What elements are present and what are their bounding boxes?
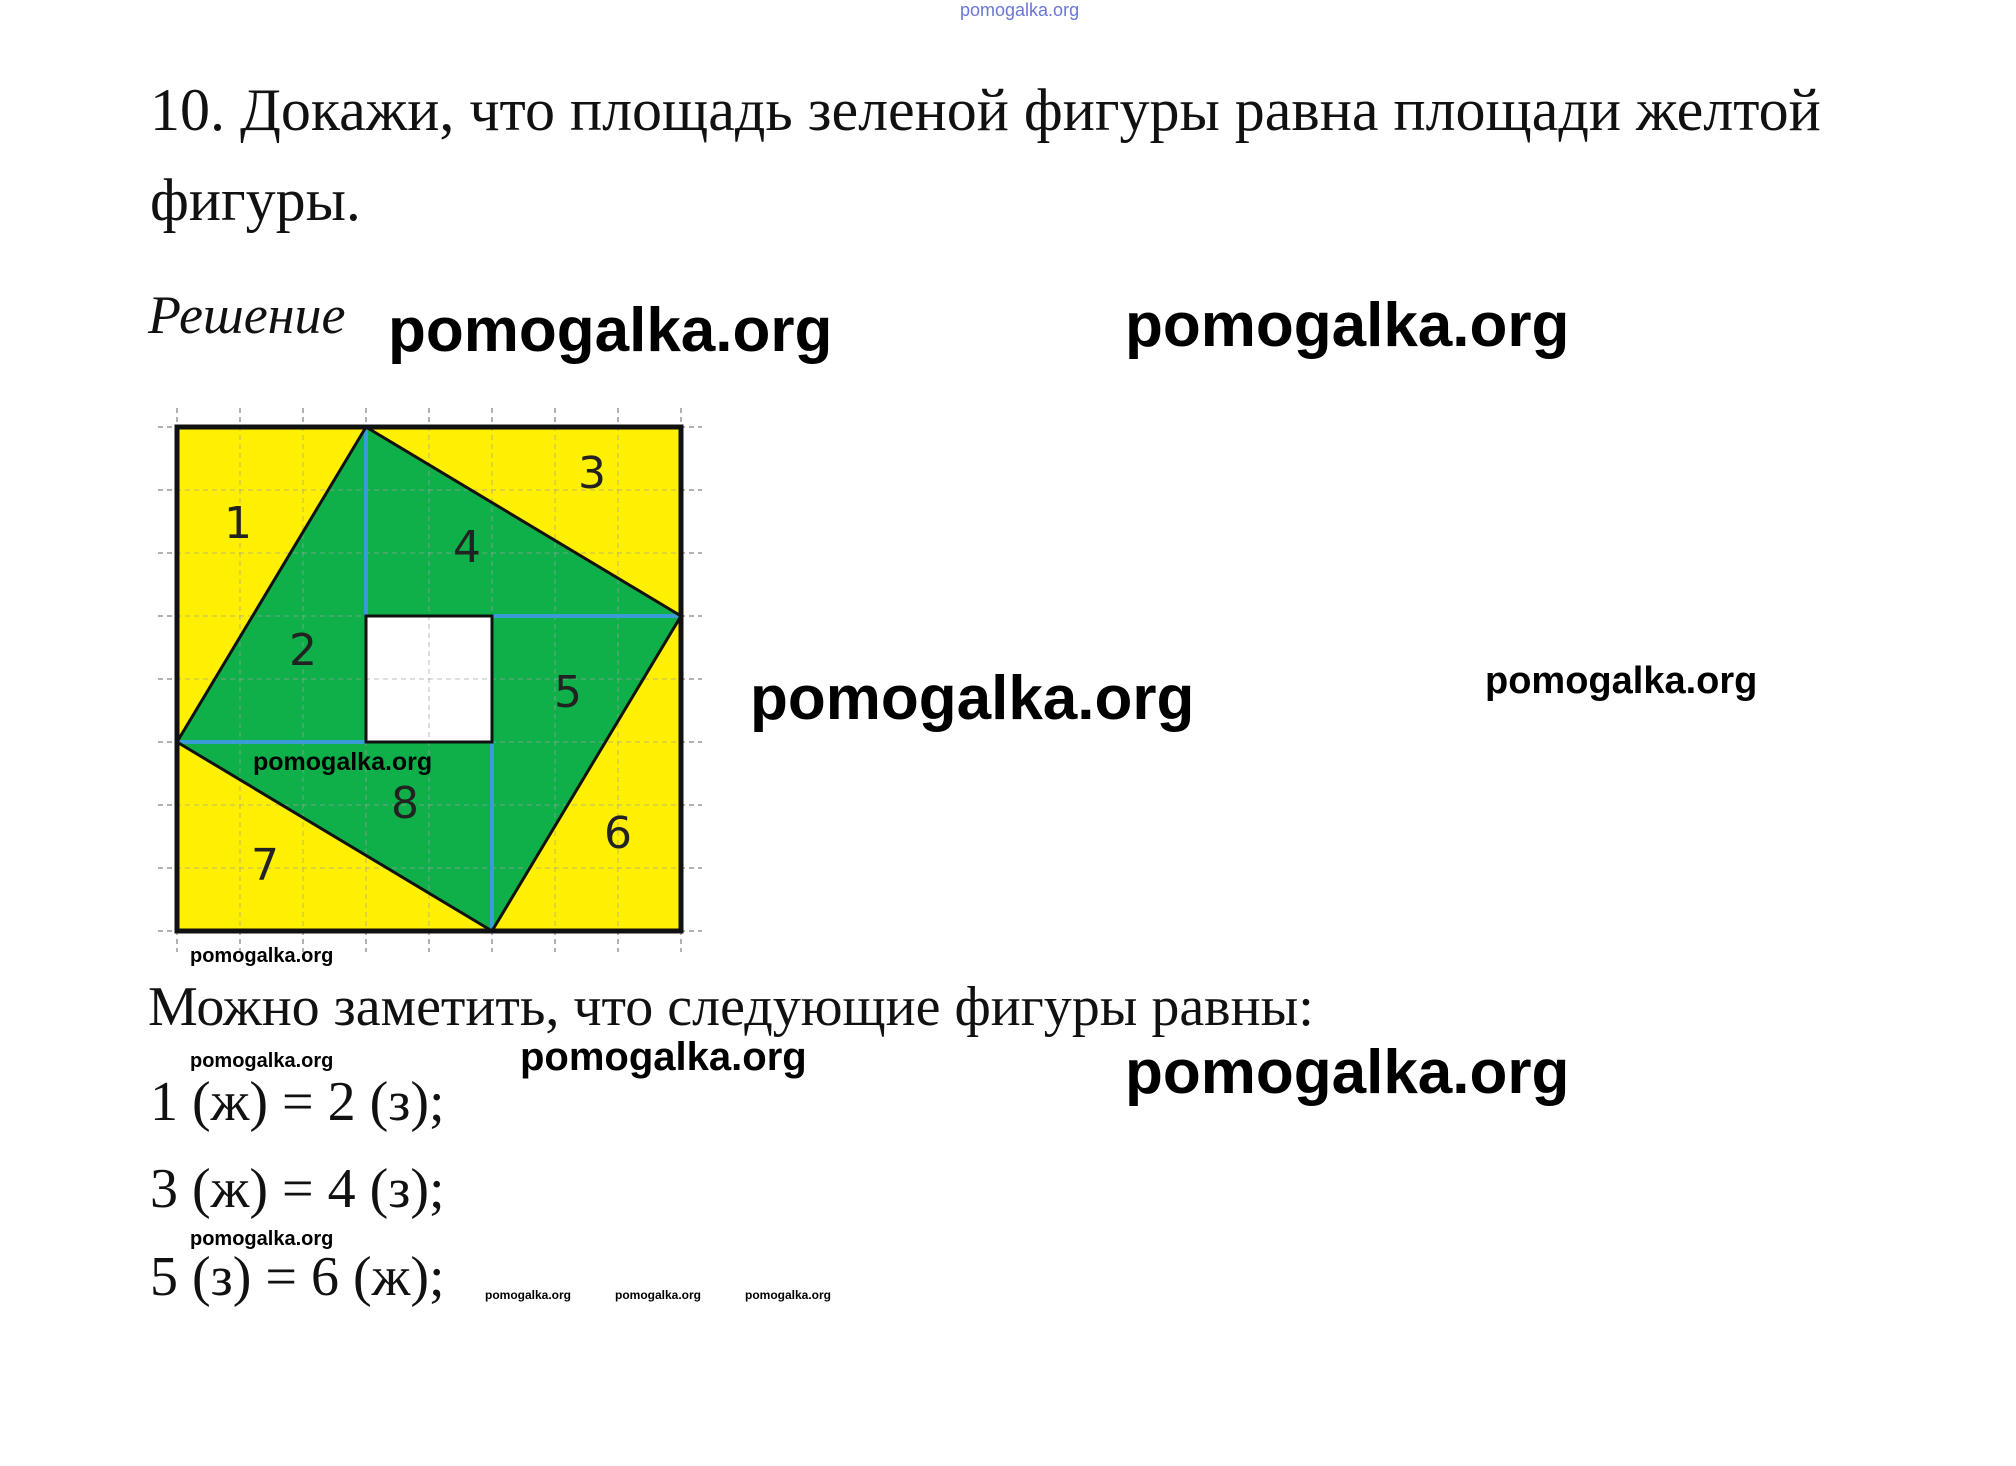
watermark: pomogalka.org [1125,1038,1570,1107]
watermark: pomogalka.org [253,748,433,776]
task-statement-line-1: 10. Докажи, что площадь зеленой фигуры равна площади желтой [150,77,1821,143]
site-watermark-top: pomogalka.org [960,0,1080,20]
equality-line: 5 (з) = 6 (ж); [150,1246,445,1308]
region-label-6: 6 [604,808,632,859]
square-dissection-figure [150,400,710,960]
watermark: pomogalka.org [485,1288,572,1302]
region-label-3: 3 [578,448,606,499]
equality-line: 3 (ж) = 4 (з); [150,1158,445,1220]
watermark: pomogalka.org [190,1050,334,1072]
region-label-2: 2 [289,625,317,676]
region-label-7: 7 [251,840,279,891]
watermark: pomogalka.org [190,945,334,967]
watermark: pomogalka.org [615,1288,702,1302]
watermark: pomogalka.org [190,1228,334,1250]
region-label-1: 1 [224,498,252,549]
watermark: pomogalka.org [520,1035,807,1079]
watermark: pomogalka.org [750,664,1195,733]
region-label-4: 4 [453,522,481,573]
watermark: pomogalka.org [1485,660,1758,702]
watermark: pomogalka.org [1125,291,1570,360]
observation-text: Можно заметить, что следующие фигуры равны: [148,976,1314,1038]
task-statement-line-2: фигуры. [150,167,361,233]
region-label-5: 5 [554,667,582,718]
solution-label: Решение [148,285,346,345]
region-label-8: 8 [391,778,419,829]
watermark: pomogalka.org [745,1288,832,1302]
watermark: pomogalka.org [388,296,833,365]
equality-line: 1 (ж) = 2 (з); [150,1071,445,1133]
